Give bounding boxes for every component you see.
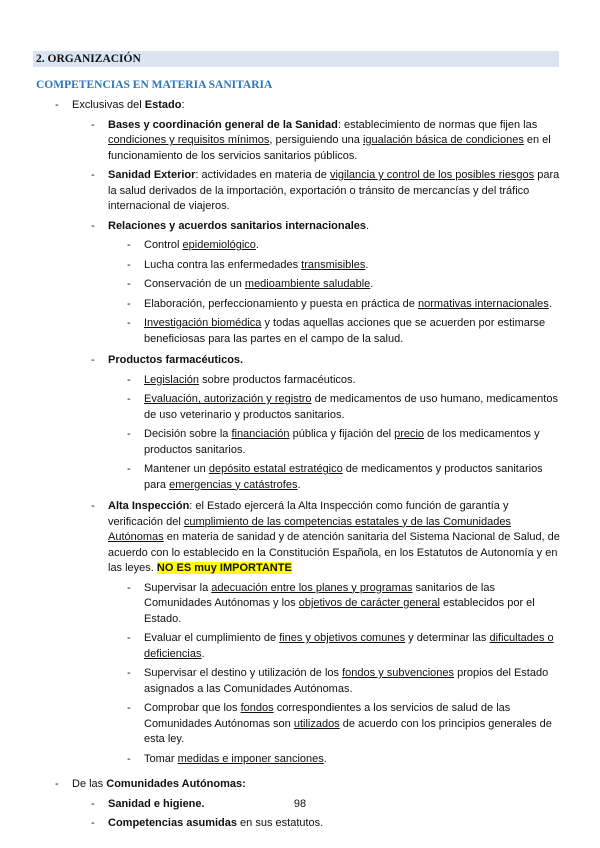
text: para la salud derivados de la importación, exportación o tránsito de mercancías y del tráfico internacional de viajeros. [108,169,560,212]
sub-item [127,297,562,313]
underlined-text: condiciones y requisitos mínimos [108,134,270,146]
sub-item [127,666,562,697]
text: de medicamentos de uso humano, medicamentos de uso veterinario y productos sanitarios. [144,393,558,421]
underlined-text: adecuación entre los planes y programas [211,581,413,594]
item-title: Alta Inspección [108,500,190,512]
text: Lucha contra las enfermedades [144,258,302,271]
highlighted-note: NO ES muy IMPORTANTE [156,562,292,574]
list-item-bases [91,118,562,165]
sub-item [127,462,562,493]
sub-item [127,427,562,458]
text: y todas aquellas acciones que se acuerden por estimarse beneficiosas para las partes en el campo de la salud. [144,317,546,345]
dash-bullet: - [55,99,59,111]
underlined-text: medidas e imponer sanciones [177,752,324,765]
item-title: Bases y coordinación general de la Sanidad [108,118,338,131]
text: Tomar [144,752,178,765]
dash-bullet: - [127,702,131,714]
underlined-text: fines y objetivos comunes [279,632,406,644]
text: propios del Estado asignados a las Comunidades Autónomas. [144,667,549,695]
text: de medicamentos y productos sanitarios para [144,463,543,491]
text: establecidos por el Estado. [144,597,535,625]
dash-bullet: - [127,317,131,329]
bold-text: Comunidades Autónomas: [106,778,246,790]
underlined-text: vigilancia y control de los posibles riesgos [329,169,535,181]
dash-bullet: - [91,797,95,810]
text: sobre productos farmacéuticos. [199,373,356,386]
dash-bullet: - [127,428,131,440]
underlined-text: igualación básica de condiciones [362,134,524,146]
text: en el funcionamiento de los servicios sanitarios públicos. [108,134,551,162]
dash-bullet: - [127,463,131,475]
text: sanitarios de las Comunidades Autónomas y los [144,581,495,609]
text: Decisión sobre la [144,428,232,440]
item-title: Sanidad Exterior [108,169,196,181]
sub-item [127,752,562,768]
sub-item [127,238,562,254]
underlined-text: precio [394,428,425,440]
dash-bullet: - [91,500,95,512]
sub-item [127,277,562,293]
sub-item [127,631,562,662]
bold-text: Estado [144,99,182,111]
text: . [323,752,327,765]
underlined-text: Evaluación, autorización y registro [144,393,312,405]
list-item-farmaceuticos [91,353,562,369]
underlined-text: medioambiente saludable [244,278,371,290]
text: en sus estatutos. [237,817,324,829]
list-item-competencias-asumidas [91,816,562,832]
sub-item [127,581,562,628]
sub-item [127,258,562,274]
dash-bullet: - [127,393,131,405]
dash-bullet: - [91,817,95,829]
sub-item [127,373,562,389]
underlined-text: normativas internacionales [417,297,549,310]
item-title: Sanidad e higiene. [108,797,205,810]
dash-bullet: - [127,297,131,310]
dash-bullet: - [91,354,95,366]
underlined-text: Investigación biomédica [144,317,262,329]
section-title: 2. ORGANIZACIÓN [33,51,559,67]
text: en materia de sanidad y de atención sanitaria del Sistema Nacional de Salud, de acuerdo con lo establecido en la Constitución Española, en los Estatutos de Autonomía y en las leyes. [108,531,560,574]
list-item-ccaa [0,777,600,793]
text: . [201,647,205,660]
item-title: Productos farmacéuticos. [108,354,244,366]
text: pública y fijación del [289,428,395,440]
sub-item [127,701,562,748]
dash-bullet: - [91,169,95,181]
dash-bullet: - [127,239,131,251]
text: . [366,219,370,232]
underlined-text: cumplimiento de las competencias estatales y de las Comunidades Autónomas [108,515,511,543]
item-title: Relaciones y acuerdos sanitarios internacionales [108,219,366,232]
text: de los medicamentos y productos sanitarios. [144,428,540,456]
subheading: COMPETENCIAS EN MATERIA SANITARIA [36,79,273,91]
text: . [365,258,369,271]
underlined-text: objetivos de carácter general [298,597,440,609]
text: : establecimiento de normas que fijen las [337,118,538,131]
text: : el Estado ejercerá la Alta Inspección como función de garantía y verificación del [108,500,509,528]
text: Elaboración, perfeccionamiento y puesta en práctica de [144,297,418,310]
text: y determinar las [405,632,490,644]
text: , persiguiendo una [269,134,363,146]
dash-bullet: - [91,219,95,232]
dash-bullet: - [127,278,131,290]
text: . [255,239,259,251]
text: Supervisar la [144,581,212,594]
underlined-text: depósito estatal estratégico [208,463,343,475]
sub-item [127,392,562,423]
text: Control [144,239,183,251]
document-body [0,98,600,836]
dash-bullet: - [127,373,131,386]
sub-item [127,316,562,347]
underlined-text: financiación [231,428,290,440]
item-title: Competencias asumidas [108,817,237,829]
dash-bullet: - [127,752,131,765]
text: Evaluar el cumplimiento de [144,632,280,644]
list-item-relaciones [91,219,562,235]
dash-bullet: - [91,118,95,131]
underlined-text: fondos y subvenciones [342,667,455,679]
text: Exclusivas del [72,99,145,111]
text: : [181,99,185,111]
text: Mantener un [144,463,209,475]
underlined-text: transmisibles [301,258,366,271]
dash-bullet: - [127,581,131,594]
list-item-estado [0,98,600,114]
text: Supervisar el destino y utilización de los [144,667,343,679]
text: Comprobar que los [144,702,241,714]
text: . [297,478,301,491]
dash-bullet: - [127,632,131,644]
underlined-text: epidemiológico [182,239,256,251]
underlined-text: emergencias y catástrofes [169,478,298,491]
text: De las [72,778,107,790]
text: : actividades en materia de [195,169,330,181]
dash-bullet: - [55,778,59,790]
underlined-text: utilizados [293,717,340,730]
underlined-text: Legislación [144,373,200,386]
text: Conservación de un [144,278,245,290]
text: . [370,278,374,290]
dash-bullet: - [127,258,131,271]
underlined-text: fondos [240,702,274,714]
text: de acuerdo con los principios generales de esta ley. [144,717,552,745]
underlined-text: dificultades o deficiencias [144,632,554,660]
text: . [548,297,552,310]
dash-bullet: - [127,667,131,679]
page-number: 98 [293,798,307,810]
list-item-sanidad-exterior [91,168,562,215]
list-item-alta-inspeccion [91,499,562,577]
text: correspondientes a los servicios de salud de las Comunidades Autónomas son [144,702,511,730]
